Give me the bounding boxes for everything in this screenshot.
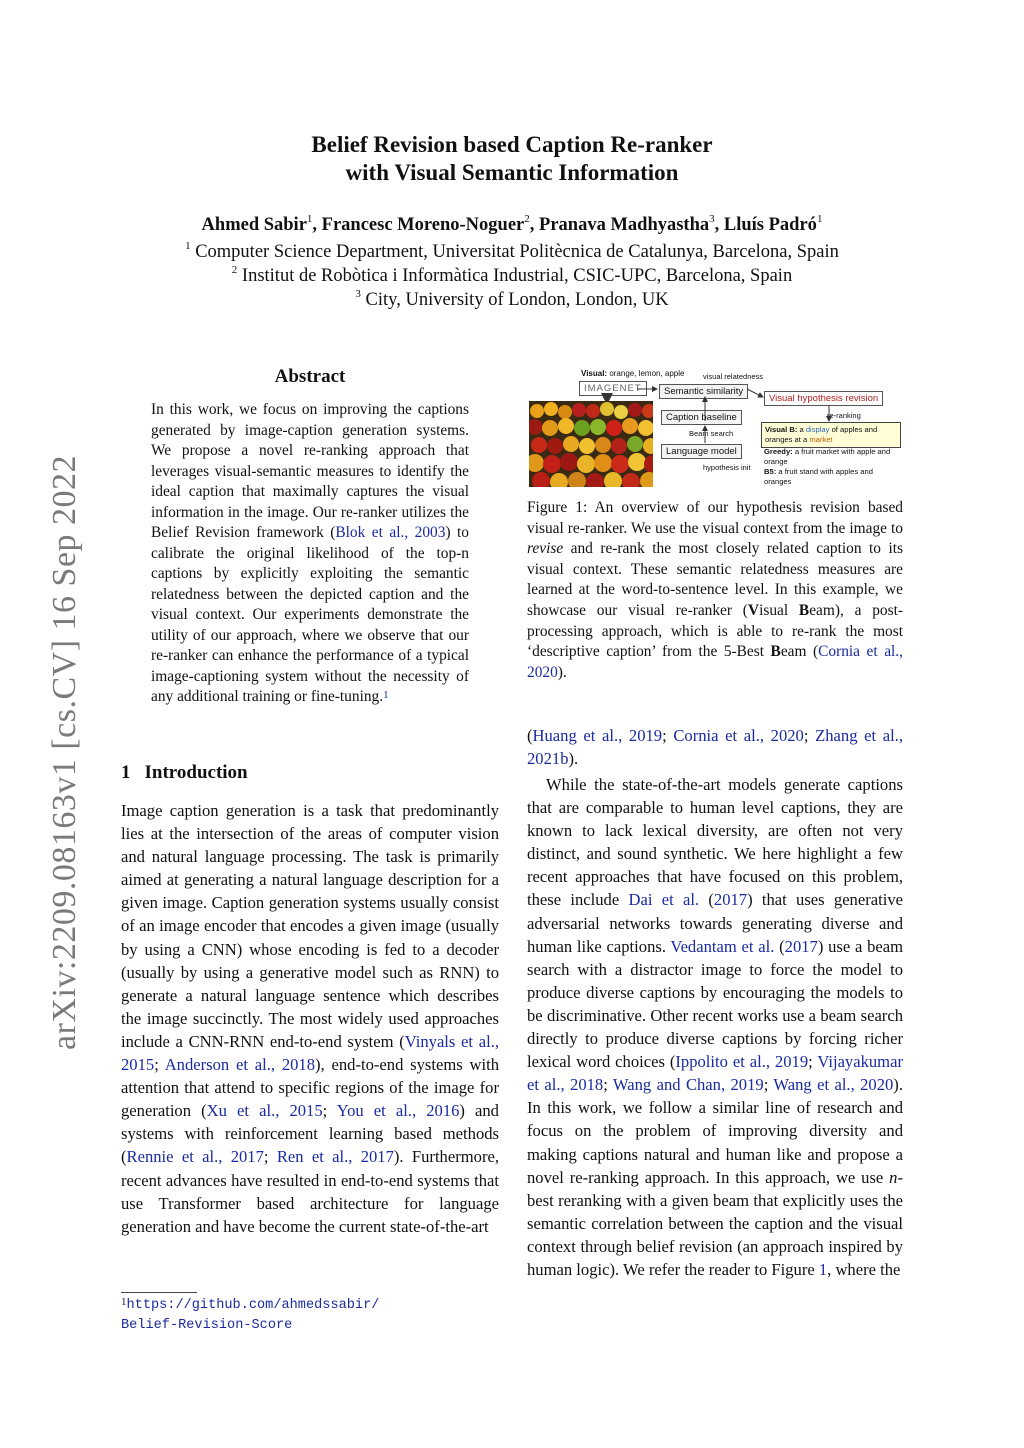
citation-link[interactable]: Ren et al., 2017 xyxy=(276,1147,394,1167)
highlight-word: display xyxy=(805,425,830,434)
citation-link[interactable]: Vijayakumar et al., 2018 xyxy=(527,1052,903,1095)
citation-link[interactable]: Zhang et al., 2021b xyxy=(527,726,904,769)
beam-search-label: Beam search xyxy=(689,429,734,438)
paper-title xyxy=(0,131,1024,187)
affiliation-text: Institut de Robòtica i Informàtica Industrial, CSIC-UPC, Barcelona, Spain xyxy=(241,266,793,286)
visual-hypothesis-revision-box: Visual hypothesis revision xyxy=(764,391,883,406)
author-name: Pranava Madhyastha xyxy=(539,215,710,235)
body-text: -best reranking with a given beam that explicitly uses the semantic correlation between the caption and the visual context through belief revision (an approach inspired by human logic). We refer the reader to Figure xyxy=(527,1167,903,1279)
citation-link[interactable]: Rennie et al., 2017 xyxy=(126,1147,264,1167)
citation-link[interactable]: Dai et al. xyxy=(628,890,700,910)
abstract-body xyxy=(151,400,469,708)
imagenet-logo: IMAGENET xyxy=(579,381,647,396)
title-line-2: with Visual Semantic Information xyxy=(345,160,679,185)
citation-link[interactable]: 2017 xyxy=(784,936,818,956)
abstract-text: ) to calibrate the original likelihood of the top-n captions by explicitly exploiting the semantic relatedness between the depicted caption and the visual context. Our experiments demonstrate the utility of our approach, where we observe that our re-ranker can enhance the performance of a typical image-captioning system without the necessity of any additional training or fine-tuning. xyxy=(151,524,470,705)
caption-text: ). xyxy=(557,663,567,681)
author-mark: 1 xyxy=(816,213,823,225)
semantic-similarity-box: Semantic similarity xyxy=(659,384,748,399)
footnote-url-link[interactable]: Belief-Revision-Score xyxy=(121,1318,293,1333)
caption-text: An overview of our hypothesis revision based visual re-ranker. We use the visual context from the image to xyxy=(527,499,903,537)
body-text: ; xyxy=(263,1147,277,1167)
math-variable: n xyxy=(889,1167,898,1187)
affiliation-mark: 2 xyxy=(231,264,238,276)
highlight-word: market xyxy=(809,435,833,444)
body-text: ; xyxy=(662,726,674,745)
greedy-label: Greedy: xyxy=(764,447,793,456)
caption-text: eam), a post-processing approach, which is able to re-rank the most ‘descriptive caption’ from the 5-Best xyxy=(527,601,903,661)
arxiv-identifier: arXiv:2209.08163v1 [cs.CV] 16 Sep 2022 xyxy=(46,454,83,1050)
intro-paragraph xyxy=(121,799,499,1238)
caption-text: isual xyxy=(759,601,799,619)
b5-label: B5: xyxy=(764,467,777,476)
affiliation-2 xyxy=(0,266,1024,287)
section-heading-introduction xyxy=(121,762,248,784)
body-text: ( xyxy=(774,936,785,956)
body-text: ; xyxy=(808,1052,818,1072)
fruit-market-image xyxy=(529,401,653,487)
right-column-continuation xyxy=(527,724,903,770)
footnote-mark[interactable]: 1 xyxy=(383,689,389,701)
body-text: ; xyxy=(322,1101,337,1121)
caption-bold: B xyxy=(798,601,810,619)
body-text: While the state-of-the-art models generate captions that are comparable to human level captions, they are known to lack lexical diversity, are often not very distinct, and sound synthetic. We here highlight a few recent approaches that have focused on this problem, these include xyxy=(527,775,903,910)
body-text: ( xyxy=(699,890,714,910)
affiliation-text: Computer Science Department, Universitat Politècnica de Catalunya, Barcelona, Spain xyxy=(195,242,839,262)
figure-reference-link[interactable]: 1 xyxy=(818,1259,828,1279)
author-name: Francesc Moreno-Noguer xyxy=(321,215,525,235)
visual-label: Visual: xyxy=(581,369,608,378)
caption-bold: V xyxy=(747,601,760,619)
body-text: ) and systems with reinforcement learning based methods ( xyxy=(121,1101,499,1167)
figure-1-caption xyxy=(527,498,903,683)
visual-relatedness-label: visual relatedness xyxy=(703,372,764,381)
figure-1-diagram xyxy=(527,367,903,489)
citation-link[interactable]: You et al., 2016 xyxy=(336,1101,460,1121)
greedy-caption: a fruit market with apple and orange xyxy=(764,447,891,466)
caption-baseline-box: Caption baseline xyxy=(661,410,742,425)
body-text: ; xyxy=(763,1075,774,1095)
citation-link[interactable]: Vinyals et al., 2015 xyxy=(121,1031,499,1075)
body-text: ). xyxy=(568,749,579,769)
author-mark: 1 xyxy=(306,213,313,225)
footnote-url-link[interactable]: https://github.com/ahmedssabir/ xyxy=(126,1298,380,1313)
author-mark: 2 xyxy=(524,213,530,225)
result-text: a xyxy=(797,425,806,434)
body-text: ), end-to-end systems with attention that attend to specific regions of the image for generation ( xyxy=(121,1055,500,1121)
reranking-label: re-ranking xyxy=(827,411,861,420)
body-text: ) use a beam search with a distractor image to force the model to produce diverse captions by encouraging the models to be discriminative. Other recent works use a beam search directly to produce diverse captions by forcing richer lexical word choices ( xyxy=(527,936,903,1072)
body-text: Image caption generation is a task that predominantly lies at the intersection of the areas of computer vision and natural language processing. The task is primarily aimed at generating a natural language description for a given image. Caption generation systems usually consist of an image encoder that encodes a given image (usually by using a CNN) whose encoding is fed to a decoder (usually by using a generative model such as RNN) to generate a natural language sentence which describes the image succinctly. The most widely used approaches include a CNN-RNN end-to-end system ( xyxy=(121,801,499,1051)
footnote xyxy=(121,1295,379,1335)
body-text: ) that uses generative adversarial networks towards generating diverse and human like captions. xyxy=(527,890,903,956)
right-column-paragraph xyxy=(527,773,903,1281)
caption-emphasis: revise xyxy=(527,540,564,558)
result-text: of apples and oranges at a xyxy=(765,425,878,444)
citation-link[interactable]: Cornia et al., 2020 xyxy=(527,643,904,681)
citation-link[interactable]: Xu et al., 2015 xyxy=(206,1101,323,1121)
affiliation-1 xyxy=(0,242,1024,263)
affiliation-mark: 3 xyxy=(355,288,361,300)
author-list: Ahmed Sabir$^1$, Francesc Moreno-Noguer$^2$, Pranava Madhyastha$^3$, Lluís Padró$^1$ xyxy=(201,213,823,235)
affiliation-3 xyxy=(0,290,1024,311)
title-line-1: Belief Revision based Caption Re-ranker xyxy=(311,132,713,157)
citation-link[interactable]: Anderson et al., 2018 xyxy=(164,1055,316,1075)
body-text: ( xyxy=(527,726,533,745)
caption-text: eam ( xyxy=(780,643,819,661)
visual-words: orange, lemon, apple xyxy=(607,369,685,378)
citation-link[interactable]: Vedantam et al. xyxy=(670,936,775,956)
citation-link[interactable]: Cornia et al., 2020 xyxy=(673,726,804,745)
author-mark: 3 xyxy=(709,213,715,225)
footnote-rule xyxy=(121,1292,197,1293)
caption-bold: B xyxy=(770,643,781,661)
citation-link[interactable]: Ippolito et al., 2019 xyxy=(675,1052,809,1072)
body-text: ; xyxy=(603,1075,613,1095)
affiliation-text: City, University of London, London, UK xyxy=(365,290,669,310)
body-text: ; xyxy=(154,1055,165,1075)
affiliation-mark: 1 xyxy=(185,240,191,252)
b5-caption: a fruit stand with apples and oranges xyxy=(764,467,873,486)
footnote-mark: 1 xyxy=(121,1296,127,1308)
citation-link[interactable]: Blok et al., 2003 xyxy=(335,524,446,541)
citation-link[interactable]: Wang and Chan, 2019 xyxy=(612,1075,764,1095)
caption-label: Figure 1: xyxy=(527,499,588,516)
citation-link[interactable]: Huang et al., 2019 xyxy=(532,726,663,745)
caption-text: and re-rank the most closely related caption to its visual context. These semantic relatedness measures are learned at the word-to-sentence level. In this example, we showcase our visual re-ranker ( xyxy=(527,540,903,619)
citation-link[interactable]: 2017 xyxy=(713,890,748,910)
author-name: Ahmed Sabir xyxy=(201,215,307,235)
hypothesis-init-label: hypothesis init xyxy=(703,463,751,472)
section-title: Introduction xyxy=(144,762,248,783)
section-number: 1 xyxy=(121,762,131,783)
language-model-box: Language model xyxy=(661,444,742,459)
body-text: ; xyxy=(803,726,816,745)
body-text: ). In this work, we follow a similar line of research and focus on the problem of improving diversity and making captions natural and human like and propose a novel re-ranking approach. In this approach, we use xyxy=(527,1075,903,1187)
visual-beam-label: Visual B: xyxy=(765,425,798,434)
body-text: ). Furthermore, recent advances have resulted in end-to-end systems that use Transformer based architecture for language generation and have become the current state-of-the-art xyxy=(121,1147,499,1236)
citation-link[interactable]: Wang et al., 2020 xyxy=(773,1075,894,1095)
abstract-heading: Abstract xyxy=(274,366,346,387)
body-text: , where the xyxy=(827,1259,901,1279)
abstract-text: In this work, we focus on improving the captions generated by image-caption generation systems. We propose a novel re-ranking approach that leverages visual-semantic measures to identify the ideal caption that maximally captures the visual information in the image. Our re-ranker utilizes the Belief Revision framework ( xyxy=(151,401,469,541)
author-name: Lluís Padró xyxy=(723,215,817,235)
